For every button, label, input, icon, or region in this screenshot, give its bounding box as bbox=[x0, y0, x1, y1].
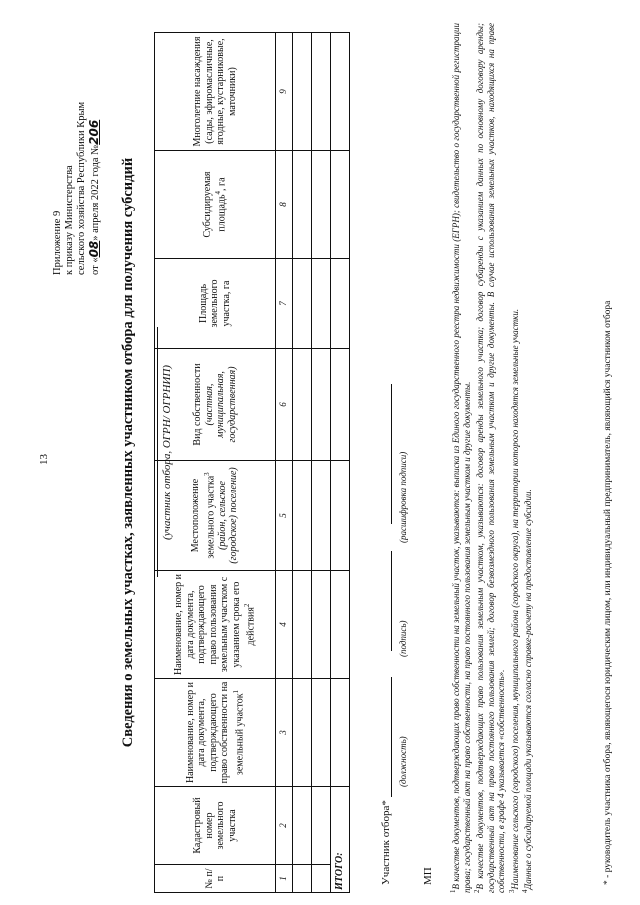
position-line bbox=[391, 677, 392, 797]
table-header-row bbox=[155, 33, 276, 893]
header-cell: Площадь земельного участка, га bbox=[155, 259, 276, 349]
column-number: 1 bbox=[276, 865, 293, 893]
column-number: 7 bbox=[276, 259, 293, 349]
header-cell: Многолетние насаждения (сады, эфиромасличные, ягодные, кустарниковые, маточники) bbox=[155, 33, 276, 151]
column-number-row bbox=[276, 33, 293, 893]
total-label: ИТОГО: bbox=[331, 787, 350, 893]
column-number: 6 bbox=[276, 349, 293, 461]
position-caption: (должность) bbox=[398, 736, 408, 787]
land-plots-table bbox=[154, 32, 350, 893]
appendix-line: к приказу Министерства bbox=[64, 165, 75, 275]
header-cell: № п/п bbox=[155, 865, 276, 893]
header-cell: Кадастровый номер земельного участка bbox=[155, 787, 276, 865]
header-cell: Наименование, номер и дата документа, подтверждающего право собственности на земельный участок$^1$ bbox=[155, 679, 276, 787]
table-row bbox=[293, 33, 312, 893]
table-row bbox=[312, 33, 331, 893]
header-cell: Местоположение земельного участка$^3$ (район, сельское (городское) поселение) bbox=[155, 461, 276, 571]
column-number: 5 bbox=[276, 461, 293, 571]
column-number: 8 bbox=[276, 151, 293, 259]
footnote: $^2$В качестве документов, подтверждающих право пользования земельным участком, указываются: договор аренды земельного участка; договор субаренды с указанием данных по основному договору аренды; государственный акт на право постоянного пользования землей; договор безвозмездного пользования земельным участком и другие документы. В случае использования земельных участков, находящихся на праве собственности, в графе 4 указывается «собственность». bbox=[473, 23, 506, 893]
header-cell: Субсидируемая площадь$^4$, га bbox=[155, 151, 276, 259]
signature-label: Участник отбора* bbox=[380, 800, 392, 885]
footnotes bbox=[448, 23, 534, 893]
footnote: $^3$Наименование сельского (городского) поселения, муниципального района (городского округа), на территории которого находятся земельные участки. bbox=[507, 308, 520, 893]
page-number: 13 bbox=[38, 454, 50, 465]
footnote: $^1$В качестве документов, подтверждающих право собственности на земельный участок, указываются: выписка из Единого государственного реестра недвижимости (ЕГРН); свидетельство о государственной регистрации права; государственный акт на право собственности, на право постоянного пользования земельным участком и другие документы. bbox=[449, 23, 472, 893]
appendix-line: Приложение 9 bbox=[52, 210, 63, 275]
stamp-place: МП bbox=[422, 867, 434, 885]
signature-block bbox=[380, 384, 392, 885]
document-title: Сведения о земельных участках, заявленных участником отбора для получения субсидий bbox=[120, 157, 136, 748]
signature-caption: (подпись) bbox=[398, 620, 408, 657]
decoding-caption: (расшифровка подписи) bbox=[398, 451, 408, 543]
header-cell: Вид собственности (частная, муниципальная, государственная) bbox=[155, 349, 276, 461]
participant-caption: (участник отбора, ОГРН/ ОГРНИП) bbox=[149, 0, 173, 905]
footnote: $^4$Данные о субсидируемой площади указываются согласно справке-расчету на предоставление субсидии. bbox=[521, 489, 533, 893]
appendix-header bbox=[52, 35, 102, 275]
signature-line bbox=[391, 551, 392, 651]
handwritten-day: 08 bbox=[87, 240, 101, 258]
handwritten-number: 206 bbox=[87, 119, 101, 145]
column-number: 3 bbox=[276, 679, 293, 787]
appendix-date: от «08» апреля 2022 года №206 bbox=[87, 119, 101, 275]
total-row bbox=[331, 33, 350, 893]
star-note: * - руководитель участника отбора, являющегося юридическим лицом, или индивидуальный предприниматель, являющийся участником отбора bbox=[603, 300, 613, 885]
header-cell: Наименование, номер и дата документа, подтверждающего право пользования земельным участком с указанием срока его действия$^2$ bbox=[155, 571, 276, 679]
column-number: 2 bbox=[276, 787, 293, 865]
decoding-line bbox=[391, 384, 392, 524]
column-number: 4 bbox=[276, 571, 293, 679]
column-number: 9 bbox=[276, 33, 293, 151]
appendix-line: сельского хозяйства Республики Крым bbox=[76, 101, 87, 275]
